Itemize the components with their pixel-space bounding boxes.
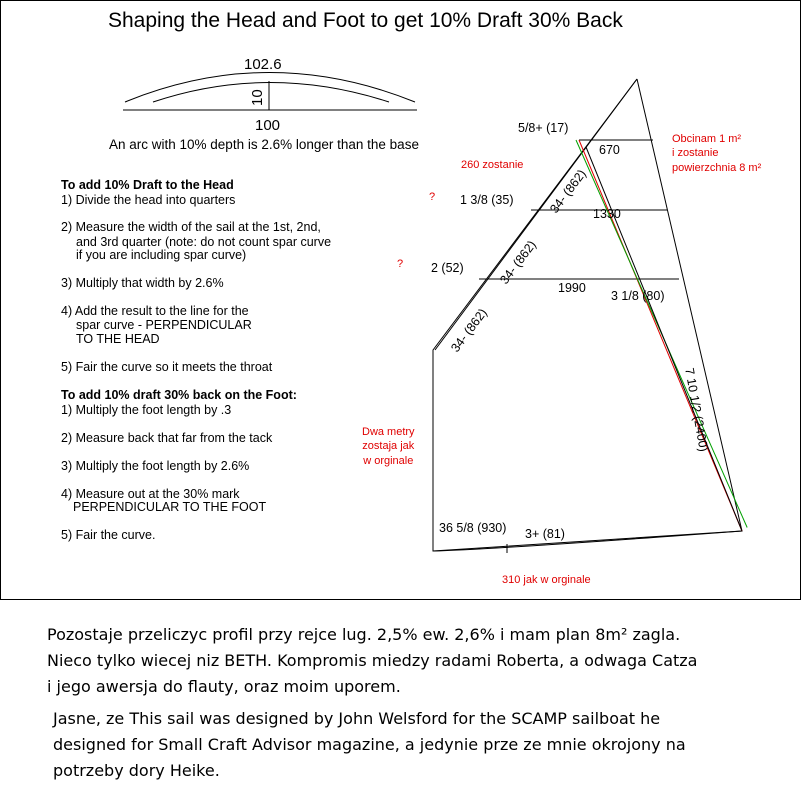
head-step-3: 3) Multiply that width by 2.6% bbox=[61, 276, 224, 290]
arc-base-label: 100 bbox=[255, 117, 281, 134]
note-cut-line-1: Obcinam 1 m² bbox=[672, 133, 742, 145]
label-head-top: 5/8+ (17) bbox=[518, 121, 569, 135]
caption-line: i jego awersja do flauty, oraz moim uporem. bbox=[47, 677, 401, 696]
label-segment-2: 34- (862) bbox=[497, 237, 539, 287]
label-segment-1: 34- (862) bbox=[547, 166, 589, 216]
head-steps-heading: To add 10% Draft to the Head bbox=[61, 178, 234, 192]
question-mark-2: ? bbox=[397, 258, 404, 270]
label-diagonal: 7 10 1/2 (2400) bbox=[682, 366, 711, 453]
caption-line: Nieco tylko wiecej niz BETH. Kompromis miedzy radami Roberta, a odwaga Catza bbox=[47, 651, 698, 670]
head-step-5: 5) Fair the curve so it meets the throat bbox=[61, 360, 273, 374]
note-foot: 310 jak w orginale bbox=[502, 574, 591, 586]
head-step-4b: spar curve - PERPENDICULAR bbox=[76, 318, 252, 332]
label-foot-left: 36 5/8 (930) bbox=[439, 521, 507, 535]
label-foot-right: 3+ (81) bbox=[525, 527, 565, 541]
arc-length-label: 102.6 bbox=[244, 56, 282, 73]
caption-line: Jasne, ze This sail was designed by John Welsford for the SCAMP sailboat he bbox=[53, 709, 661, 728]
note-luff bbox=[362, 425, 415, 468]
foot-step-1: 1) Multiply the foot length by .3 bbox=[61, 403, 232, 417]
caption-paragraph-1 bbox=[47, 622, 697, 700]
foot-step-3: 3) Multiply the foot length by 2.6% bbox=[61, 459, 250, 473]
head-step-4c: TO THE HEAD bbox=[76, 332, 160, 346]
diagram-title: Shaping the Head and Foot to get 10% Draft 30% Back bbox=[108, 9, 623, 32]
head-step-2b: and 3rd quarter (note: do not count spar curve bbox=[76, 235, 332, 249]
foot-step-4b: PERPENDICULAR TO THE FOOT bbox=[73, 500, 267, 514]
head-step-1: 1) Divide the head into quarters bbox=[61, 193, 236, 207]
note-remains: 260 zostanie bbox=[461, 159, 524, 171]
label-width-1990: 1990 bbox=[558, 281, 586, 295]
question-mark-1: ? bbox=[429, 191, 436, 203]
label-segment-3: 34- (862) bbox=[448, 305, 490, 355]
caption-paragraph-2 bbox=[53, 706, 686, 784]
head-step-2c: if you are including spar curve) bbox=[76, 248, 247, 262]
head-step-2a: 2) Measure the width of the sail at the 1st, 2nd, bbox=[61, 220, 321, 234]
label-head-low: 2 (52) bbox=[431, 261, 464, 275]
arc-depth-label: 10 bbox=[249, 89, 266, 106]
note-cut-line-3: powierzchnia 8 m² bbox=[672, 161, 762, 174]
note-luff-line-1: Dwa metry bbox=[362, 426, 415, 438]
foot-step-2: 2) Measure back that far from the tack bbox=[61, 431, 273, 445]
foot-step-5: 5) Fair the curve. bbox=[61, 528, 156, 542]
foot-step-4a: 4) Measure out at the 30% mark bbox=[61, 487, 240, 501]
label-head-mid: 1 3/8 (35) bbox=[460, 193, 514, 207]
black-diagonal bbox=[586, 147, 742, 531]
arc-note: An arc with 10% depth is 2.6% longer than the base bbox=[109, 137, 419, 152]
caption-line: potrzeby dory Heike. bbox=[53, 761, 220, 780]
note-cut-line-2: i zostanie bbox=[672, 147, 719, 160]
note-luff-line-2: zostaja jak bbox=[362, 440, 415, 453]
label-width-670: 670 bbox=[599, 143, 620, 157]
foot-steps-heading: To add 10% draft 30% back on the Foot: bbox=[61, 388, 297, 402]
note-luff-line-3: w orginale bbox=[363, 454, 414, 467]
arc-inner bbox=[153, 83, 389, 103]
head-step-4a: 4) Add the result to the line for the bbox=[61, 304, 249, 318]
caption-line: designed for Small Craft Advisor magazine, a jedynie prze ze mnie okrojony na bbox=[53, 735, 686, 754]
red-diagonal bbox=[579, 140, 742, 531]
note-cut-area bbox=[672, 132, 761, 175]
caption-line: Pozostaje przeliczyc profil przy rejce lug. 2,5% ew. 2,6% i mam plan 8m² zagla. bbox=[47, 625, 681, 644]
label-width-1330: 1330 bbox=[593, 207, 621, 221]
label-leech: 3 1/8 (80) bbox=[611, 289, 665, 303]
